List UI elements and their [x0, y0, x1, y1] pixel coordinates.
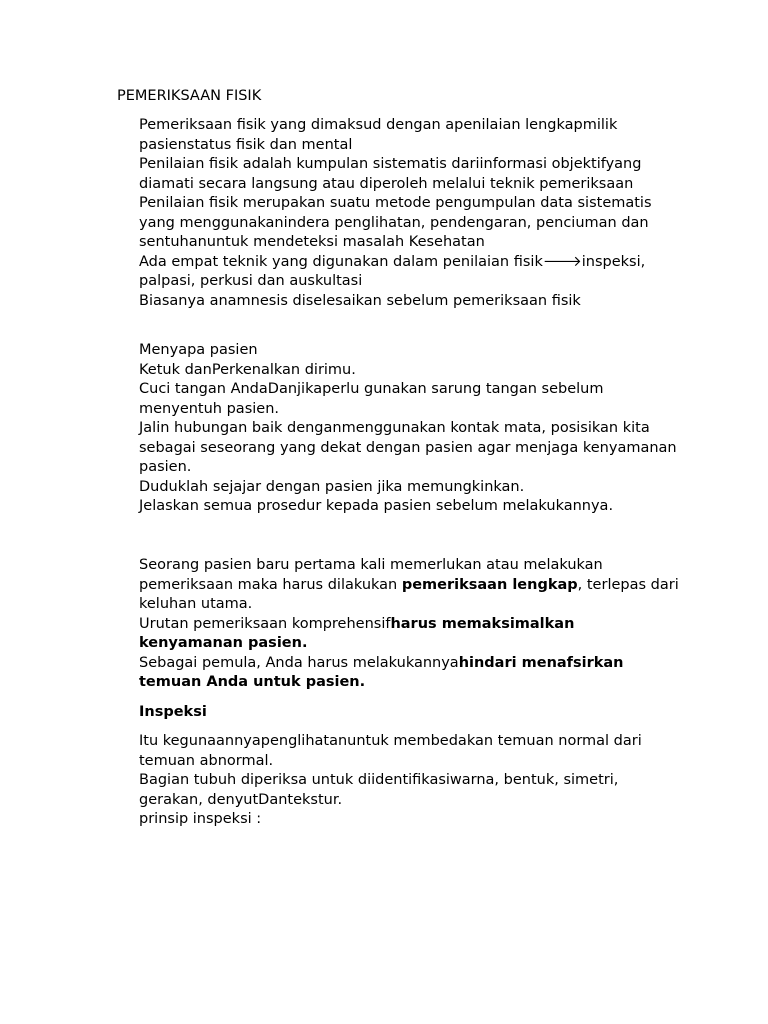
- text-line: Bagian tubuh diperiksa untuk diidentifikasiwarna, bentuk, simetri, gerakan, denyutDantekstur.: [139, 772, 619, 808]
- text-normal: Seorang pasien baru pertama kali memerlukan atau melakukan pemeriksaan maka harus dilakukan: [139, 557, 603, 593]
- text-normal: Sebagai pemula, Anda harus melakukannya: [139, 654, 459, 671]
- text-normal: , terlepas dari keluhan utama.: [139, 576, 679, 612]
- text-line: Duduklah sejajar dengan pasien jika memungkinkan.: [139, 478, 525, 495]
- text-line: Jelaskan semua prosedur kepada pasien sebelum melakukannya.: [139, 498, 614, 514]
- paragraph-greeting-steps: [139, 341, 679, 517]
- text-bold: hindari menafsirkan temuan Anda untuk pasien.: [139, 654, 624, 690]
- text-bold: pemeriksaan lengkap: [401, 576, 578, 593]
- text-normal: Urutan pemeriksaan komprehensif: [139, 615, 391, 632]
- text-line: Itu kegunaannyapenglihatanuntuk membedakan temuan normal dari temuan abnormal.: [139, 733, 642, 769]
- text-line: [139, 556, 679, 615]
- text-line: Ketuk danPerkenalkan dirimu.: [139, 361, 356, 378]
- text-line: [139, 615, 679, 654]
- text-line: Cuci tangan AndaDanjikaperlu gunakan sarung tangan sebelum menyentuh pasien.: [139, 381, 604, 417]
- text-line: prinsip inspeksi :: [139, 811, 262, 827]
- text-line: Ada empat teknik yang digunakan dalam penilaian fisik🡒inspeksi, palpasi, perkusi dan auskultasi: [139, 253, 646, 289]
- paragraph-definition: [139, 116, 679, 311]
- text-line: Pemeriksaan fisik yang dimaksud dengan apenilaian lengkapmilik pasienstatus fisik dan mental: [139, 117, 618, 153]
- text-line: Jalin hubungan baik denganmenggunakan kontak mata, posisikan kita sebagai seseorang yang dekat dengan pasien agar menjaga kenyamanan pasien.: [139, 420, 677, 475]
- text-line: Penilaian fisik adalah kumpulan sistematis dariinformasi objektifyang diamati secara langsung atau diperoleh melalui teknik pemeriksaan: [139, 156, 642, 192]
- heading-inspeksi: Inspeksi: [139, 704, 207, 720]
- paragraph-complete-exam: [139, 556, 679, 693]
- text-line: [139, 654, 679, 693]
- paragraph-inspeksi: [139, 732, 679, 830]
- document-title: PEMERIKSAAN FISIK: [117, 88, 262, 104]
- text-bold: harus memaksimalkan kenyamanan pasien.: [139, 615, 575, 651]
- text-line: Menyapa pasien: [139, 342, 258, 358]
- text-line: Penilaian fisik merupakan suatu metode pengumpulan data sistematis yang menggunakanindera penglihatan, pendengaran, penciuman dan sentuhanuntuk mendeteksi masalah Kesehatan: [139, 195, 652, 250]
- text-line: Biasanya anamnesis diselesaikan sebelum pemeriksaan fisik: [139, 292, 581, 309]
